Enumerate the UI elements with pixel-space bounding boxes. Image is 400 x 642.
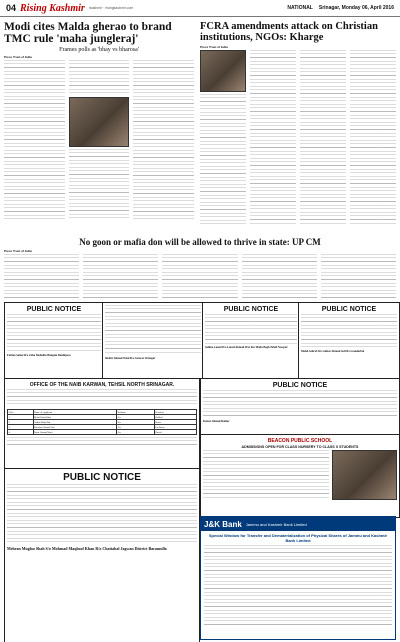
school-ad-text <box>203 450 329 500</box>
notice-signature: Shabir Ahmad Wani R/o Sonwar Srinagar <box>105 357 156 360</box>
school-photo <box>332 450 397 500</box>
table-header: Relation <box>117 410 155 415</box>
notice-title: PUBLIC NOTICE <box>321 306 377 313</box>
school-ad <box>200 434 400 518</box>
third-headline: No goon or mafia don will be allowed to thrive in state: UP CM <box>79 237 321 247</box>
text-lines <box>69 60 130 95</box>
lead-column-2 <box>69 60 130 220</box>
table-cell: S/o <box>117 420 155 425</box>
issue-date: Srinagar, Monday 06, April 2016 <box>318 5 394 11</box>
edition-label: NATIONAL <box>287 5 313 11</box>
bank-ad-title: Special Window for Transfer and Dematerialization of Physical Shares of Jammu and Kashmir Bank Limited <box>208 533 388 543</box>
lead-columns <box>4 60 194 220</box>
notice-body-lines <box>7 437 197 447</box>
notice-body-lines <box>7 484 197 544</box>
table-cell: Mohd Rafiq Bhat <box>33 415 117 420</box>
lead-headline: Modi cites Malda gherao to brand TMC rule 'maha jungleraj' <box>4 21 172 46</box>
table-cell: Showkat Ahmad Sofi <box>33 425 117 430</box>
text-lines <box>4 254 79 298</box>
lead-subhead: Frames polls as 'bhay vs bharosa' <box>59 47 139 54</box>
third-column-1 <box>4 254 79 298</box>
office-notice <box>4 378 200 470</box>
public-notice-3 <box>202 302 300 380</box>
notice-body-lines <box>105 305 201 355</box>
public-notice-5 <box>4 468 200 642</box>
notice-body-lines <box>301 314 397 348</box>
masthead-left <box>6 3 133 14</box>
notice-signature: Fatima Saleet R/o Zoha Mohalla Mangam Bandipora <box>7 354 71 357</box>
notice-signature: Mehran Mugloo Shah S/o Mohmad Maqbool Khan R/o Chattabal Jagwan District Baramulla <box>7 546 167 551</box>
notice-body-lines <box>203 390 397 418</box>
notice-signature: Mohd Ashraf D/o Gulzar Ahmad Sofi R/o Ganderbal <box>301 350 365 353</box>
second-column-4 <box>350 50 396 225</box>
table-cell: 1 <box>8 415 34 420</box>
table-cell: 4 <box>8 430 34 435</box>
table-row <box>8 430 197 435</box>
notice-title: PUBLIC NOTICE <box>272 382 328 389</box>
page-number: 04 <box>6 3 17 13</box>
public-notice-2 <box>102 302 204 380</box>
text-lines <box>162 254 237 298</box>
text-lines <box>4 60 65 220</box>
table-cell: S/o <box>117 430 155 435</box>
table-cell: Abdul Majid Dar <box>33 420 117 425</box>
lead-column-1 <box>4 60 65 220</box>
second-photo <box>200 50 246 92</box>
bank-ad <box>200 516 396 640</box>
bank-ad-body <box>201 545 395 625</box>
table-header: Resident <box>154 410 196 415</box>
masthead <box>0 0 400 17</box>
text-lines <box>133 60 194 220</box>
lead-column-3 <box>133 60 194 220</box>
second-column-3 <box>300 50 346 225</box>
public-notice-1 <box>4 302 104 380</box>
text-lines <box>69 149 130 220</box>
paper-logo: Rising Kashmir <box>20 2 85 14</box>
notice-title: PUBLIC NOTICE <box>63 472 141 483</box>
text-lines <box>200 94 246 225</box>
table-cell: Hawal <box>154 430 196 435</box>
notice-signature: Sahina Lateef D/o Lateef Ahmad War R/o Malla Bagh Tehsil Nowpur <box>205 346 288 349</box>
notice-body-lines <box>7 389 197 407</box>
second-story <box>200 19 396 239</box>
table-cell: S/o <box>117 425 155 430</box>
bank-subtitle: Jammu and Kashmir Bank Limited <box>245 521 307 527</box>
lead-byline: Press Trust of India <box>4 55 32 60</box>
text-lines <box>203 450 329 500</box>
second-columns <box>200 50 396 225</box>
third-column-4 <box>242 254 317 298</box>
second-column-1 <box>200 50 246 225</box>
notice-body-lines <box>205 314 297 344</box>
notice-title: PUBLIC NOTICE <box>26 306 82 313</box>
text-lines <box>83 254 158 298</box>
social-handles: rkashmir · risingkashmir.com <box>88 6 134 10</box>
bank-logo: J&K Bank <box>204 519 242 529</box>
bank-ad-header <box>201 517 395 531</box>
school-name: BEACON PUBLIC SCHOOL <box>267 438 333 444</box>
text-lines <box>204 545 392 625</box>
third-columns <box>4 254 396 298</box>
masthead-right <box>287 5 394 11</box>
applicant-table <box>7 409 197 435</box>
public-notice-6 <box>200 378 400 436</box>
table-cell: Zadibal <box>154 415 196 420</box>
text-lines <box>242 254 317 298</box>
office-notice-title: OFFICE OF THE NAIB KARWAN, TEHSIL NORTH SRINAGAR. <box>29 382 175 388</box>
notice-title: PUBLIC NOTICE <box>223 306 279 313</box>
school-ad-body <box>203 450 397 500</box>
second-headline: FCRA amendments attack on Christian institutions, NGOs: Kharge <box>200 21 378 44</box>
third-column-2 <box>83 254 158 298</box>
table-cell: Nazir Ahmad Wani <box>33 430 117 435</box>
lead-story <box>4 19 194 239</box>
text-lines <box>350 50 396 225</box>
third-byline: Press Trust of India <box>4 249 32 254</box>
table-cell: 3 <box>8 425 34 430</box>
table-cell: Soura <box>154 420 196 425</box>
second-byline: Press Trust of India <box>200 45 228 50</box>
text-lines <box>321 254 396 298</box>
third-column-3 <box>162 254 237 298</box>
table-header: Name of Applicant <box>33 410 117 415</box>
admission-notice: ADMISSIONS OPEN FOR CLASS NURSERY TO CLASS X STUDENTS <box>241 445 359 449</box>
text-lines <box>250 50 296 225</box>
second-column-2 <box>250 50 296 225</box>
lead-photo <box>69 97 130 147</box>
table-cell: S/o <box>117 415 155 420</box>
third-column-5 <box>321 254 396 298</box>
public-notice-4 <box>298 302 400 380</box>
table-cell: 2 <box>8 420 34 425</box>
table-cell: Lal Bazar <box>154 425 196 430</box>
text-lines <box>300 50 346 225</box>
notice-signature: Kaisar Ahmad Rather <box>203 420 230 423</box>
third-story <box>4 236 396 298</box>
notice-body-lines <box>7 314 101 352</box>
table-header: S.No <box>8 410 34 415</box>
